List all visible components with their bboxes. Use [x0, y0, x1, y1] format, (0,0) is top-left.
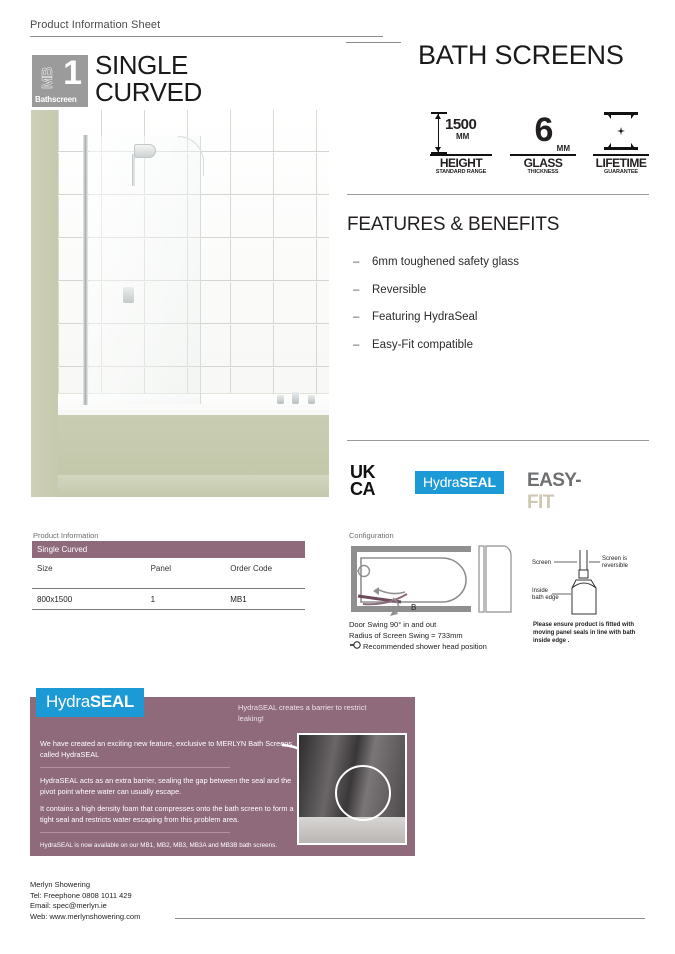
feature-item: – Easy-Fit compatible — [347, 339, 649, 351]
hydraseal-separator — [40, 767, 230, 768]
hydraseal-logo-light: Hydra — [423, 474, 460, 490]
glass-value: 6 — [534, 111, 552, 149]
photo-valve — [123, 287, 134, 303]
photo-screen-glass — [89, 136, 201, 404]
legend-text: Recommended shower head position — [363, 642, 487, 651]
hydraseal-caption: HydraSEAL creates a barrier to restrict leaking! — [238, 703, 367, 723]
legend-door-swing — [349, 620, 487, 631]
cell-size: 800x1500 — [37, 595, 73, 604]
shower-head-icon — [349, 641, 363, 653]
product-info-table — [32, 541, 305, 610]
cell-order-code: MB1 — [230, 595, 247, 604]
configuration-legend — [349, 620, 487, 653]
easyfit-logo — [527, 470, 581, 514]
svg-text:Screen is: Screen is — [602, 556, 628, 562]
features-list — [347, 256, 649, 366]
glass-unit: MM — [556, 144, 570, 153]
height-arrow-icon — [430, 112, 492, 154]
spec-icon-guarantee — [593, 112, 649, 175]
ukca-line1: UK — [350, 462, 375, 482]
footer-company: Merlyn Showering — [30, 880, 91, 889]
glass-label: GLASS — [510, 154, 576, 169]
feature-item: – 6mm toughened safety glass — [347, 256, 649, 268]
badge-number: 1 — [63, 54, 82, 92]
glass-thickness-icon — [510, 112, 576, 154]
glass-sub: THICKNESS — [527, 169, 559, 175]
product-name-line1: SINGLE — [95, 50, 188, 80]
hydraseal-separator — [40, 832, 230, 833]
footer-web: Web: www.merlynshowering.com — [30, 911, 141, 921]
badge-code: MB — [39, 67, 56, 89]
photo-left-wall — [31, 110, 58, 497]
height-unit: MM — [456, 132, 470, 141]
feature-item: – Featuring HydraSeal — [347, 311, 649, 323]
ukca-line2: CA — [350, 479, 375, 499]
hydraseal-paragraph: HydraSEAL acts as an extra barrier, sealing the gap between the seal and the pivot point where water can usually escape. — [40, 776, 292, 796]
photo-floor — [31, 475, 329, 497]
photo-tub-edge — [299, 817, 405, 843]
legend-text: Radius of Screen Swing = 733mm — [349, 630, 463, 640]
photo-highlight-circle — [335, 765, 391, 821]
svg-text:reversible: reversible — [602, 563, 629, 569]
shower-head-icon — [126, 140, 156, 160]
swing-marker: B — [411, 603, 417, 612]
table-column-headers — [32, 558, 305, 573]
hydraseal-footnote: HydraSEAL is now available on our MB1, MB2, MB3, MB3A and MB3B bath screens. — [40, 842, 278, 849]
ukca-logo — [350, 464, 375, 498]
hydraseal-panel — [30, 692, 415, 856]
height-value: 1500 — [445, 116, 477, 133]
easyfit-logo-a: EASY- — [527, 470, 582, 491]
column-header-order-code: Order Code — [230, 564, 273, 573]
hydraseal-paragraph: It contains a high density foam that compresses onto the bath screen to form a tight seal and restricts water escaping from this problem area. — [40, 804, 294, 824]
easyfit-logo-b: FIT — [527, 492, 554, 513]
spec-icon-row — [430, 112, 650, 182]
document-title: Product Information Sheet — [30, 19, 161, 31]
spec-icon-height — [430, 112, 492, 175]
table-header-title: Single Curved — [32, 541, 305, 558]
guarantee-label: LIFETIME — [593, 154, 649, 169]
category-title: BATH SCREENS — [418, 40, 624, 70]
svg-text:Screen: Screen — [532, 560, 552, 566]
header-divider-right — [346, 42, 401, 43]
hourglass-icon — [593, 112, 649, 154]
legend-shower-head — [349, 641, 487, 653]
svg-text:bath edge: bath edge — [532, 595, 559, 601]
configuration-label: Configuration — [349, 531, 394, 540]
product-name-line2: CURVED — [95, 77, 202, 107]
hydraseal-logo — [415, 471, 504, 494]
footer-divider — [175, 918, 645, 919]
hydraseal-body — [40, 739, 298, 850]
features-title: FEATURES & BENEFITS — [347, 214, 560, 235]
badge-word: Bathscreen — [35, 95, 77, 104]
hydraseal-panel-logo-light: Hydra — [46, 692, 90, 711]
cross-section-detail-diagram — [530, 548, 655, 620]
photo-screen-hinge — [83, 135, 88, 405]
logos-divider — [347, 440, 649, 441]
hydraseal-logo-bold: SEAL — [459, 474, 496, 490]
svg-text:Inside: Inside — [532, 588, 549, 594]
product-info-label: Product Information — [33, 531, 99, 540]
guarantee-sub: GUARANTEE — [604, 169, 638, 175]
product-photo — [31, 110, 329, 497]
footer-tel: Tel: Freephone 0808 1011 429 — [30, 890, 132, 900]
configuration-plan-diagram — [349, 540, 519, 620]
page-title — [95, 52, 202, 106]
installation-note: Please ensure product is fitted with moving panel seals in line with bath inside edge . — [533, 622, 636, 644]
column-header-panel: Panel — [150, 564, 172, 573]
hydraseal-paragraph: We have created an exciting new feature, exclusive to MERLYN Bath Screens called HydraSEAL — [40, 739, 293, 759]
photo-taps — [277, 390, 317, 404]
cell-panel: 1 — [150, 595, 156, 604]
height-label: HEIGHT — [430, 154, 492, 169]
legend-text: Door Swing 90° in and out — [349, 620, 437, 629]
model-badge — [32, 55, 88, 107]
feature-item: – Reversible — [347, 284, 649, 296]
column-header-size: Size — [37, 564, 53, 573]
height-sub: STANDARD RANGE — [435, 169, 487, 175]
table-row — [32, 589, 305, 610]
features-divider — [347, 194, 649, 195]
hydraseal-panel-logo-bold: SEAL — [89, 692, 134, 711]
header-divider — [30, 36, 383, 37]
spec-icon-glass — [510, 112, 576, 175]
hydraseal-detail-photo — [297, 733, 407, 845]
legend-radius — [349, 631, 487, 642]
footer-contact — [30, 880, 140, 922]
hydraseal-panel-logo — [36, 688, 144, 717]
footer-email: Email: spec@merlyn.ie — [30, 901, 107, 910]
